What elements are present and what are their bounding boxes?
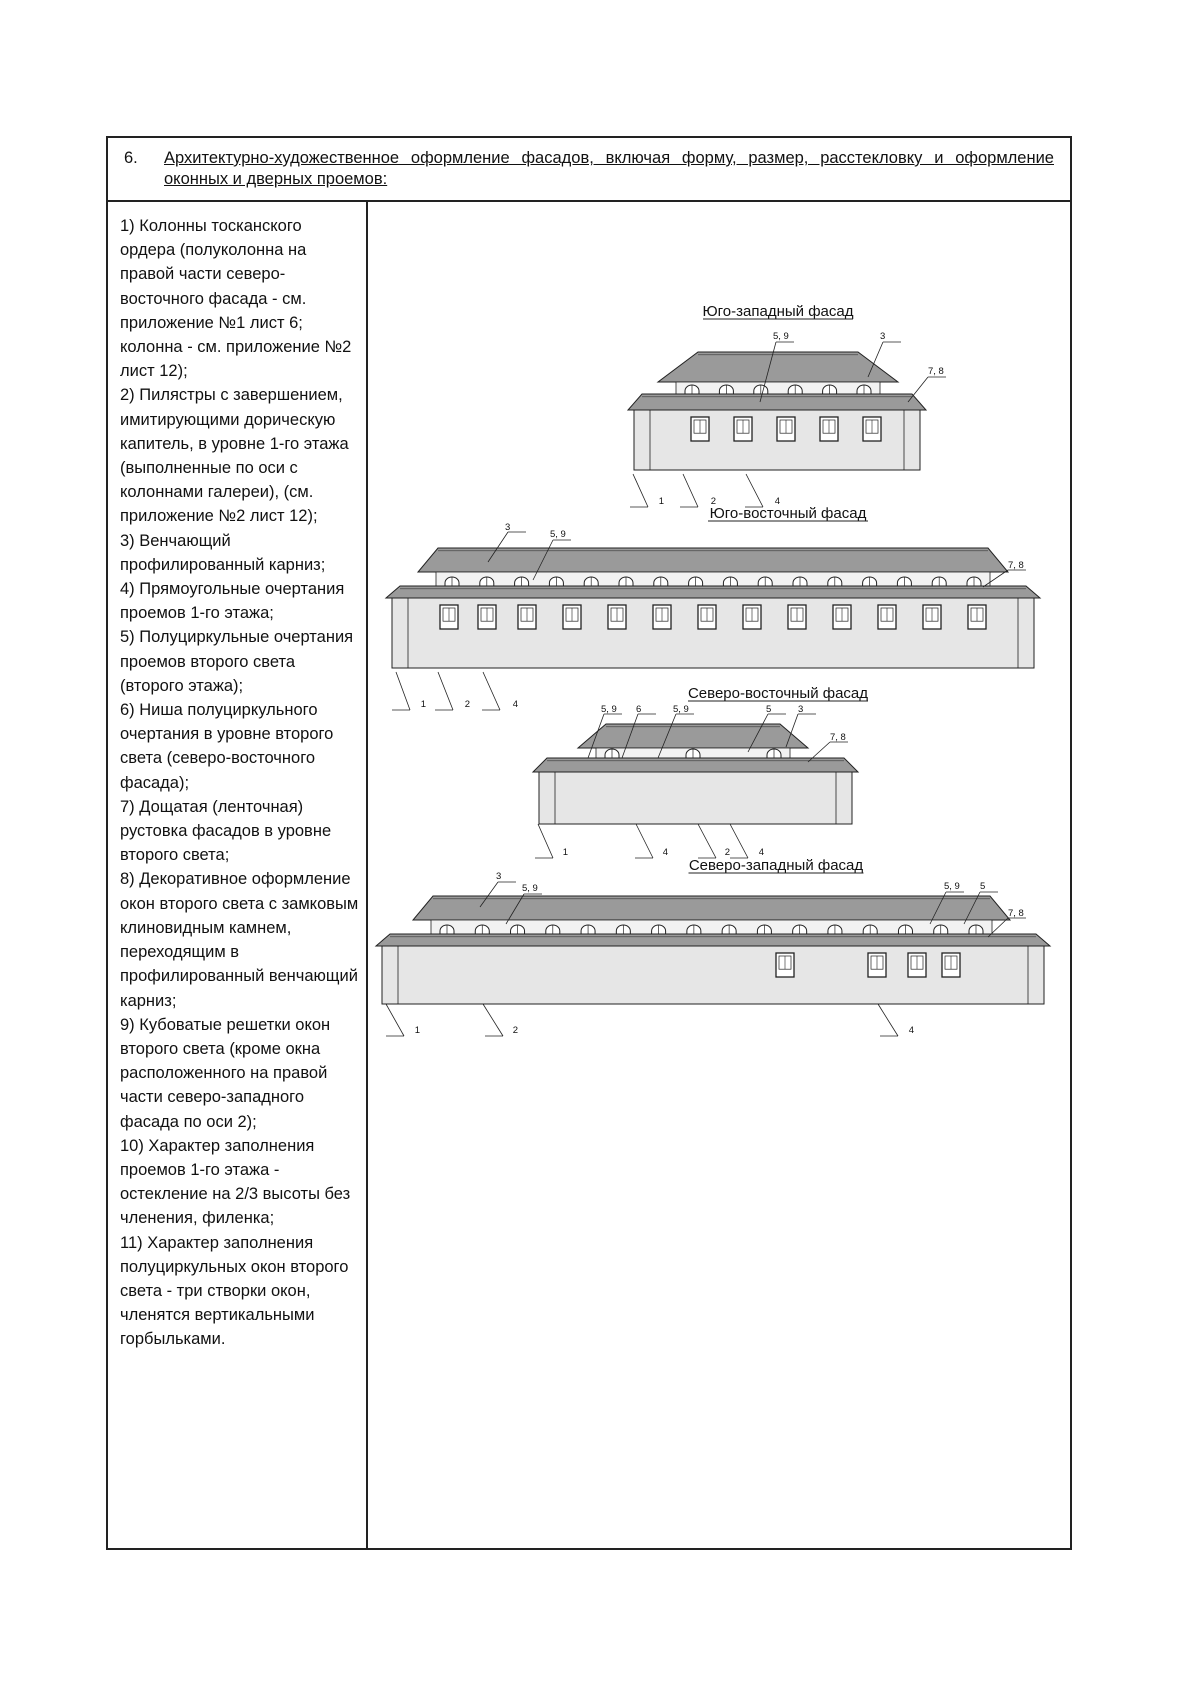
callout-label: 7, 8 (1008, 908, 1024, 919)
roof-ridge (400, 588, 1026, 589)
facade-title: Юго-восточный фасад (709, 505, 867, 522)
feature-item: 4) Прямоугольные очертания проемов 1-го этажа; (120, 580, 345, 623)
callout-label: 2 (512, 1025, 518, 1036)
callout-label: 5, 9 (522, 883, 538, 894)
callout-label: 1 (562, 847, 568, 858)
section-header (108, 138, 1070, 202)
feature-item: 3) Венчающий профилированный карниз; (120, 531, 326, 574)
roof-ridge (642, 396, 912, 397)
callout-leader (908, 377, 928, 402)
section-title (124, 148, 1054, 190)
roof-ridge (606, 726, 780, 727)
callout-leader (730, 824, 748, 858)
roof (386, 586, 1040, 598)
callout-label: 2 (710, 496, 716, 507)
roof (413, 896, 1010, 920)
roof-ridge (438, 550, 988, 551)
feature-item: 10) Характер заполнения проемов 1-го этажа - остекление на 2/3 высоты без членения, филенка; (120, 1136, 351, 1228)
callout-label: 1 (658, 496, 664, 507)
callout-label: 1 (420, 699, 426, 710)
feature-item: 1) Колонны тосканского ордера (полуколонна на правой части северо-восточного фасада - см. приложение №1 лист 6; колонна - см. приложение №2 лист 12); (120, 217, 352, 381)
feature-item: 8) Декоративное оформление окон второго света с замковым клиновидным камнем, переходящим в профилированный венчающий карниз; (120, 870, 359, 1010)
facade-elevation (376, 857, 1050, 1036)
callout-label: 6 (636, 704, 642, 715)
attic-band (676, 382, 880, 394)
callout-leader (698, 824, 716, 858)
callout-leader (386, 1004, 404, 1036)
feature-item: 7) Дощатая (ленточная) рустовка фасадов в уровне второго света; (120, 797, 332, 865)
callout-label: 7, 8 (830, 732, 846, 743)
roof (376, 934, 1050, 946)
facade-drawings-column (368, 202, 1070, 1548)
callout-label: 2 (464, 699, 470, 710)
roof-ridge (390, 936, 1036, 937)
roof (658, 352, 898, 382)
callout-label: 2 (724, 847, 730, 858)
callout-label: 3 (880, 331, 886, 342)
callout-label: 5, 9 (944, 881, 960, 892)
facade-elevation (386, 505, 1040, 710)
feature-item: 5) Полуциркульные очертания проемов второго света (второго этажа); (120, 628, 354, 695)
roof-ridge (698, 354, 858, 355)
callout-label: 5 (980, 881, 986, 892)
roof-ridge (547, 760, 844, 761)
callout-leader (483, 672, 500, 710)
facade-elevation (533, 685, 868, 858)
facade-drawings (368, 202, 1070, 1548)
callout-label: 4 (774, 496, 780, 507)
callout-label: 5, 9 (550, 529, 566, 540)
facade-title: Юго-западный фасад (702, 303, 854, 320)
section-title-text: Архитектурно-художественное оформление фасадов, включая форму, размер, расстекловку и оформление оконных и дверных проемов: (164, 149, 1054, 188)
feature-item: 9) Кубоватые решетки окон второго света (кроме окна расположенного на правой части северо-западного фасада по оси 2); (120, 1015, 331, 1131)
callout-label: 1 (414, 1025, 420, 1036)
callout-label: 7, 8 (928, 366, 944, 377)
callout-leader (538, 824, 553, 858)
callout-label: 5, 9 (673, 704, 689, 715)
document-sheet (106, 136, 1072, 1550)
feature-item: 2) Пилястры с завершением, имитирующими дорическую капитель, в уровне 1-го этажа (выполненные по оси с колоннами галереи), (см. приложение №2 лист 12); (120, 386, 349, 526)
callout-label: 5, 9 (601, 704, 617, 715)
callout-label: 3 (496, 871, 502, 882)
roof (578, 724, 808, 748)
feature-item: 11) Характер заполнения полуциркульных окон второго света - три створки окон, членятся вертикальными горбыльками. (120, 1233, 349, 1349)
features-column (108, 202, 368, 1548)
callout-leader (683, 474, 698, 507)
callout-label: 4 (758, 847, 764, 858)
roof-ridge (433, 898, 990, 899)
callout-leader (633, 474, 648, 507)
callout-label: 3 (505, 522, 511, 533)
facade-title: Северо-западный фасад (688, 857, 864, 874)
callout-label: 4 (512, 699, 518, 710)
callout-leader (396, 672, 410, 710)
callout-label: 5, 9 (773, 331, 789, 342)
callout-label: 4 (908, 1025, 914, 1036)
callout-label: 4 (662, 847, 668, 858)
facade-title: Северо-восточный фасад (687, 685, 869, 702)
callout-leader (483, 1004, 503, 1036)
callout-label: 5 (766, 704, 772, 715)
callout-leader (438, 672, 453, 710)
callout-leader (636, 824, 653, 858)
facade-elevation (628, 303, 946, 507)
callout-leader (878, 1004, 898, 1036)
callout-leader (746, 474, 763, 507)
ground-floor-wall (539, 772, 852, 824)
section-number: 6. (124, 149, 138, 167)
callout-label: 7, 8 (1008, 560, 1024, 571)
callout-label: 3 (798, 704, 804, 715)
roof (418, 548, 1008, 572)
feature-item: 6) Ниша полуциркульного очертания в уровне второго света (северо-восточного фасада); (120, 701, 334, 792)
features-list (120, 214, 360, 1352)
